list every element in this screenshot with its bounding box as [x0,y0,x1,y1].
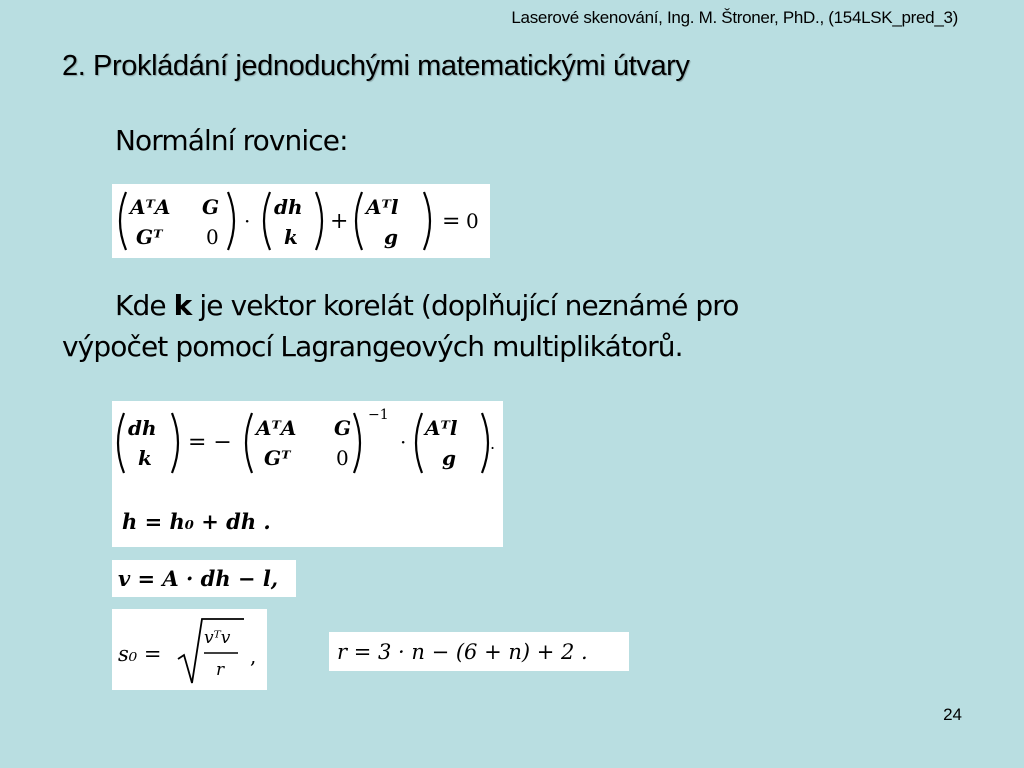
explanation-line-1 [115,288,739,323]
matrix-entry: Gᵀ [136,225,163,249]
normal-equation [112,184,490,258]
matrix-entry: AᵀA [256,416,297,440]
sigma-zero-graphic [112,609,267,690]
operator-equals: = [442,209,461,234]
vector-entry: g [442,446,456,470]
residual-text: v = A · dh − l, [118,566,279,591]
matrix-entry: 0 [206,225,219,249]
matrix-entry: G [334,416,352,440]
s0-lhs: s₀ = [118,642,162,666]
matrix-entry: AᵀA [130,195,171,219]
vector-entry: Aᵀl [425,416,458,440]
matrix-entry: G [202,195,220,219]
vector-entry: Aᵀl [366,195,399,219]
s0-numerator: vᵀv [204,628,231,648]
section-label: Normální rovnice: [115,124,348,157]
operator-dot: · [244,209,251,233]
sentence-period: . [490,434,496,453]
s0-denominator: r [216,660,225,680]
rhs-zero: 0 [466,209,479,233]
solution-equation-graphic [112,401,503,547]
vector-entry: dh [274,195,303,219]
residual-equation [112,560,296,597]
redundancy-graphic [329,632,629,671]
h-update-equation: h = h₀ + dh . [122,509,271,534]
slide-title: 2. Prokládání jednoduchými matematickými útvary [62,50,690,82]
s0-comma: , [250,644,257,668]
vector-entry: k [138,446,152,470]
operator-dot: · [400,430,407,454]
inverse-exponent: −1 [368,407,389,423]
explanation-bold-k: k [173,289,192,322]
explanation-rest: je vektor korelát (doplňující neznámé pro [191,289,739,322]
explanation-prefix: Kde [115,289,174,322]
page-number: 24 [943,705,962,724]
vector-entry: k [284,225,298,249]
redundancy-equation [329,632,629,671]
sigma-zero-equation [112,609,267,690]
vector-entry: dh [128,416,157,440]
explanation-line-2: výpočet pomocí Lagrangeových multiplikátorů. [62,330,683,363]
normal-equation-graphic [112,184,490,258]
operator-plus: + [330,209,349,234]
matrix-entry: Gᵀ [264,446,291,470]
operator-equals-minus: = − [188,430,232,455]
slide-header: Laserové skenování, Ing. M. Štroner, PhD., (154LSK_pred_3) [511,8,958,27]
redundancy-text: r = 3 · n − (6 + n) + 2 . [337,640,588,664]
residual-equation-graphic [112,560,296,597]
vector-entry: g [384,225,398,249]
matrix-entry: 0 [336,446,349,470]
solution-equation [112,401,503,547]
